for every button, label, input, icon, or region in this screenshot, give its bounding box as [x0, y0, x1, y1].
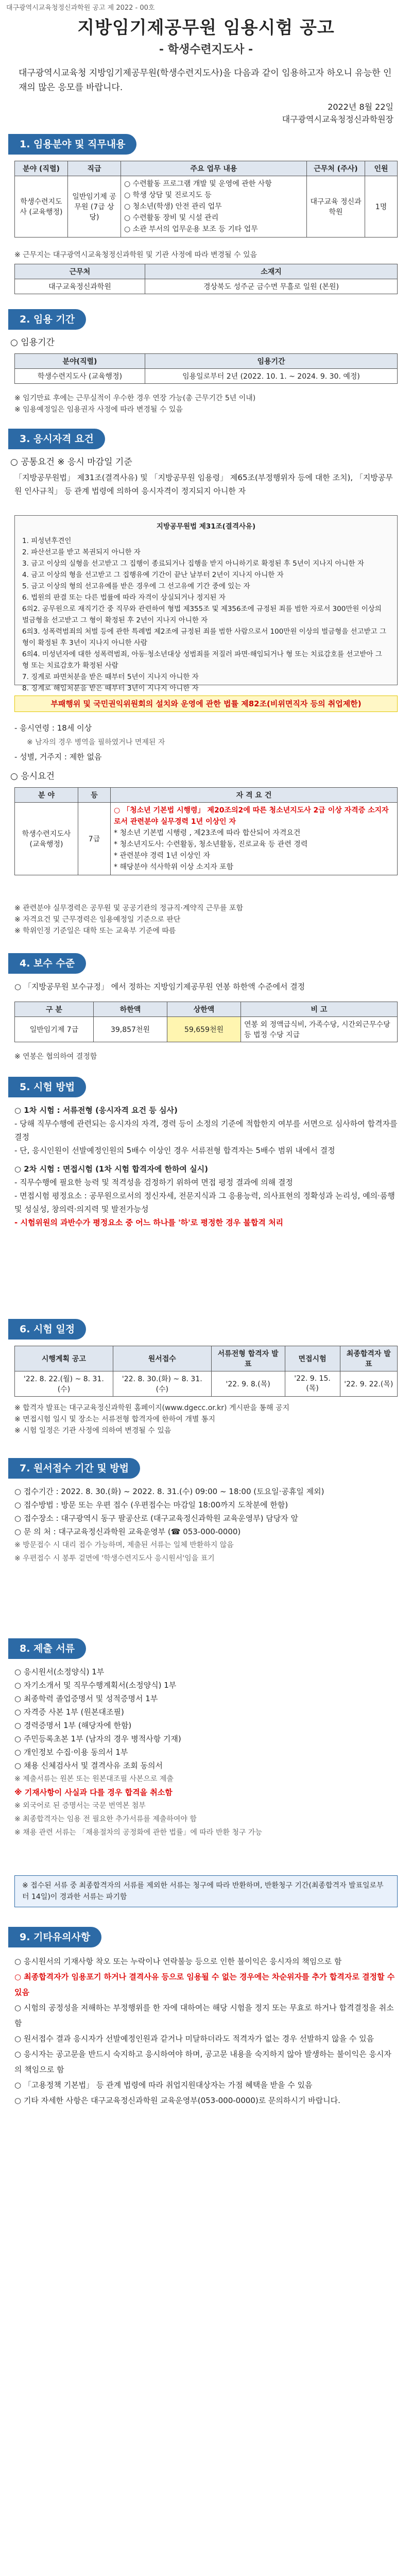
document-line: ※ 최종합격자는 임용 전 필요한 추가서류를 제출하여야 함	[14, 1815, 197, 1823]
th-max: 상한액	[167, 1002, 241, 1017]
cell-interview: '22. 9. 15.(목)	[285, 1371, 340, 1397]
qualification-line: * 청소년지도사: 수련활동, 청소년활동, 진로교육 등 관련 경력	[114, 840, 308, 849]
note-line: ※ 자격요건 및 근무경력은 임용예정일 기준으로 판단	[14, 916, 181, 924]
th-grade: 등	[78, 788, 111, 803]
document-line: ○ 주민등록초본 1부 (남자의 경우 병적사항 기재)	[14, 1734, 181, 1743]
cell-min: 39,857천원	[94, 1017, 167, 1042]
section-4-heading: 4. 보수 수준	[8, 953, 86, 974]
note-line: ※ 임용예정일은 임용권자 사정에 따라 변경될 수 있음	[14, 405, 183, 414]
section-7-heading: 7. 원서접수 기간 및 방법	[8, 1458, 140, 1479]
section-8-heading: 8. 제출 서류	[8, 1638, 86, 1659]
disqualification-box	[14, 515, 398, 692]
document-line: ※ 제출서류는 원본 또는 원본대조필 사본으로 제출	[14, 1775, 174, 1783]
section-2-heading: 2. 임용 기간	[8, 309, 86, 330]
document-line: ○ 경력증명서 1부 (해당자에 한함)	[14, 1721, 132, 1730]
section-6-notes	[14, 1402, 398, 1436]
section-2-sub: ○ 임용기간	[10, 337, 55, 348]
th-interview: 면접시험	[285, 1346, 340, 1371]
table-salary	[14, 1002, 398, 1042]
cell-qualification	[111, 803, 398, 875]
th-min: 하한액	[94, 1002, 167, 1017]
document-line: ○ 자격증 사본 1부 (원본대조필)	[14, 1707, 124, 1717]
misc-line: ○ 최종합격자가 임용포기 하거나 결격사유 등으로 임용될 수 없는 경우에는 차순위자를 추가 합격자로 결정할 수 있음	[14, 1972, 395, 1997]
table-period	[14, 353, 398, 384]
page-subtitle: - 학생수련지도사 -	[159, 43, 253, 56]
cell-grade: 일반임기제 공무원 (7급 상당)	[68, 176, 121, 238]
misc-line: ○ 기타 자세한 사항은 대구교육정신과학원 교육운영부(053-000-0000)로 문의하시기 바랍니다.	[14, 2096, 340, 2105]
th-qualification: 자 격 요 건	[111, 788, 398, 803]
duty-item: ○ 수련활동 프로그램 개발 및 운영에 관한 사항	[124, 180, 272, 188]
return-notice-box: ※ 접수된 서류 중 최종합격자의 서류를 제외한 서류는 청구에 따라 반환하며, 반환청구 기간(최종합격자 발표일로부터 14일)이 경과한 서류는 파기함	[14, 1875, 398, 1907]
note-line: ※ 시험 일정은 기관 사정에 의하여 변경될 수 있음	[14, 1427, 171, 1435]
apply-line: ○ 접수기간 : 2022. 8. 30.(화) ~ 2022. 8. 31.(수) 09:00 ~ 18:00 (토요일·공휴일 제외)	[14, 1487, 324, 1496]
cell-field: 학생수련지도사 (교육행정)	[15, 369, 145, 384]
qualification-line: * 해당분야 석사학위 이상 소지자 포함	[114, 863, 234, 871]
cell-doc-result: '22. 9. 8.(목)	[211, 1371, 285, 1397]
apply-line: ○ 접수방법 : 방문 또는 우편 접수 (우편접수는 마감일 18:00까지 도착분에 한함)	[14, 1500, 288, 1510]
th-count: 인원	[365, 161, 398, 176]
section-4-note: ※ 연봉은 협의하여 결정함	[14, 1053, 97, 1061]
box-title: 지방공무원법 제31조(결격사유)	[156, 522, 256, 531]
intro-text: 대구광역시교육청 지방임기제공무원(학생수련지도사)을 다음과 같이 임용하고자 하오니 유능한 인재의 많은 응모를 바랍니다.	[19, 68, 392, 93]
misc-line: ○ 원서접수 결과 응시자가 선발예정인원과 같거나 미달하더라도 적격자가 없는 경우 선발하지 않을 수 있음	[14, 2034, 374, 2043]
cell-remark: 연봉 외 정액급식비, 가족수당, 시간외근무수당 등 법정 수당 지급	[241, 1017, 398, 1042]
th-apply: 원서접수	[113, 1346, 211, 1371]
exam-line: - 시험위원의 과반수가 평정요소 중 어느 하나를 '하'로 평정한 경우 불합격 처리	[14, 1218, 284, 1227]
qualification-line: * 관련분야 경력 1년 이상인 자	[114, 852, 210, 860]
cell-max: 59,659천원	[167, 1017, 241, 1042]
cell-grade: 7급	[78, 803, 111, 875]
highlight-note: 부패행위 및 국민권익위원회의 설치와 운영에 관한 법률 제82조(비위면직자 등의 취업제한)	[14, 696, 398, 712]
th-remark: 비 고	[241, 1002, 398, 1017]
cell-count: 1명	[365, 176, 398, 238]
th-period: 임용기간	[145, 354, 398, 369]
note-line: ※ 학위인정 기준일은 대학 또는 교육부 기준에 따름	[14, 927, 176, 935]
apply-line: ○ 문 의 처 : 대구교육정신과학원 교육운영부 (☎ 053-000-0000)	[14, 1527, 241, 1536]
th-field: 분야(직렬)	[15, 354, 145, 369]
apply-line: ○ 접수장소 : 대구광역시 동구 팔공산로 (대구교육정신과학원 교육운영부) 담당자 앞	[14, 1514, 298, 1523]
th-field: 분 야	[15, 788, 78, 803]
exam-line: - 단, 응시인원이 선발예정인원의 5배수 이상인 경우 서류전형 합격자는 5배수 범위 내에서 결정	[14, 1146, 335, 1155]
duty-item: ○ 소관 부서의 업무운용 보조 등 기타 업무	[124, 225, 258, 233]
section-1-note: ※ 근무지는 대구광역시교육청정신과학원 및 기관 사정에 따라 변경될 수 있음	[14, 251, 258, 259]
exam-line: - 면접시험 평정요소 : 공무원으로서의 정신자세, 전문지식과 그 응용능력, 의사표현의 정확성과 논리성, 예의·품행 및 성실성, 창의력·의지력 및 발전가능성	[14, 1191, 395, 1214]
misc-line: ○ 「고용정책 기본법」 등 관계 법령에 따라 취업지원대상자는 가점 혜택을 받을 수 있음	[14, 2080, 313, 2090]
age-requirement: - 응시연령 : 18세 이상	[14, 723, 92, 733]
table-location	[14, 264, 398, 294]
document-line: ※ 채용 관련 서류는 「채용절차의 공정화에 관한 법률」에 따라 반환 청구 가능	[14, 1828, 262, 1837]
date-line: 2022년 8월 22일	[328, 102, 393, 112]
section-3-text: 「지방공무원법」 제31조(결격사유) 및 「지방공무원 임용령」 제65조(부정행위자 등에 대한 조치), 「지방공무원 인사규칙」 등 관계 법령에 의하여 응시자격이 정지되지 아니한 자	[14, 473, 393, 496]
duty-item: ○ 청소년(학생) 안전 관리 업무	[124, 202, 222, 211]
section-1-heading: 1. 임용분야 및 직무내용	[8, 134, 136, 155]
th-grade: 직급	[68, 161, 121, 176]
box-line: 7. 징계로 파면처분을 받은 때부터 5년이 지나지 아니한 자	[22, 673, 199, 681]
misc-line: ○ 시험의 공정성을 저해하는 부정행위를 한 자에 대하여는 해당 시험을 정지 또는 무효로 하거나 합격결정을 취소함	[14, 2003, 394, 2028]
apply-line: ※ 우편접수 시 봉투 겉면에 '학생수련지도사 응시원서'임을 표기	[14, 1554, 215, 1563]
cell-workplace: 대구교육정신과학원	[15, 279, 145, 294]
th-final: 최종합격자 발표	[340, 1346, 397, 1371]
requirements-sub: ○ 응시요건	[10, 771, 55, 782]
note-line: ※ 관련분야 실무경력은 공무원 및 공공기관의 정규직·계약직 근무를 포함	[14, 904, 243, 912]
cell-type: 일반임기제 7급	[15, 1017, 94, 1042]
box-line: 2. 파산선고를 받고 복권되지 아니한 자	[22, 548, 141, 556]
box-line: 1. 피성년후견인	[22, 537, 72, 545]
section-3-heading: 3. 응시자격 요건	[8, 429, 105, 449]
table-requirements	[14, 787, 398, 875]
section-5-body	[14, 1104, 398, 1229]
th-address: 소재지	[145, 264, 398, 279]
box-line: 6의2. 공무원으로 재직기간 중 직무와 관련하여 형법 제355조 및 제356조에 규정된 죄를 범한 자로서 300만원 이상의 벌금형을 선고받고 그 형이 확정된 후 2년이 지나지 아니한 자	[22, 605, 382, 624]
header	[0, 13, 412, 57]
note-line: ※ 임기만료 후에는 근무실적이 우수한 경우 연장 가능(총 근무기간 5년 이내)	[14, 394, 256, 402]
section-2-notes	[14, 393, 398, 415]
section-3-notes	[14, 903, 398, 937]
section-9-body	[14, 1954, 398, 2108]
th-place: 근무처 (주사)	[307, 161, 365, 176]
duty-item: ○ 학생 상담 및 진로지도 등	[124, 191, 212, 199]
box-line: 8. 징계로 해임처분을 받은 때부터 3년이 지나지 아니한 자	[22, 684, 199, 692]
cell-apply: '22. 8. 30.(화) ~ 8. 31.(수)	[113, 1371, 211, 1397]
box-line: 6. 법원의 판결 또는 다른 법률에 따라 자격이 상실되거나 정지된 자	[22, 594, 226, 602]
cell-address: 경상북도 성주군 금수면 무흘로 일원 (본원)	[145, 279, 398, 294]
page-title: 지방임기제공무원 임용시험 공고	[77, 18, 335, 38]
th-workplace: 근무처	[15, 264, 145, 279]
section-5-heading: 5. 시험 방법	[8, 1077, 86, 1097]
issuer: 대구광역시교육청정신과학원장	[282, 114, 393, 124]
date-block	[282, 101, 393, 126]
section-3-sub: ○ 공통요건 ※ 응시 마감일 기준	[10, 457, 132, 467]
top-label: 대구광역시교육청정신과학원 공고 제 2022 - 00호	[6, 4, 155, 12]
exam-line: - 당해 직무수행에 관련되는 응시자의 자격, 경력 등이 소정의 기준에 적합한지 여부를 서면으로 심사하여 합격자를 결정	[14, 1119, 398, 1142]
document-line: ○ 응시원서(소정양식) 1부	[14, 1667, 105, 1676]
section-8-body	[14, 1665, 398, 1839]
qualification-main: ○ 「청소년 기본법 시행령」 제20조의2에 따른 청소년지도사 2급 이상 자격증 소지자로서 관련분야 실무경력 1년 이상인 자	[114, 806, 389, 826]
cell-final: '22. 9. 22.(목)	[340, 1371, 397, 1397]
section-9-heading: 9. 기타유의사항	[8, 1927, 101, 1947]
cell-period: 임용일로부터 2년 (2022. 10. 1. ~ 2024. 9. 30. 예정)	[145, 369, 398, 384]
exam-line: ○ 1차 시험 : 서류전형 (응시자격 요건 등 심사)	[14, 1106, 178, 1115]
exam-line: - 직무수행에 필요한 능력 및 적격성을 검정하기 위하여 면접 평정 결과에 의해 결정	[14, 1178, 293, 1187]
document-line: ※ 외국어로 된 증명서는 국문 번역본 첨부	[14, 1802, 146, 1810]
document-line: ○ 최종학력 졸업증명서 및 성적증명서 1부	[14, 1694, 158, 1703]
document-line: ○ 자기소개서 및 직무수행계획서(소정양식) 1부	[14, 1681, 177, 1690]
cell-field: 학생수련지도사 (교육행정)	[15, 176, 68, 238]
table-duties	[14, 161, 398, 238]
cell-place: 대구교육 정신과학원	[307, 176, 365, 238]
cell-announce: '22. 8. 22.(월) ~ 8. 31.(수)	[15, 1371, 113, 1397]
cell-field: 학생수련지도사 (교육행정)	[15, 803, 78, 875]
box-line: 6의3. 성폭력범죄의 처벌 등에 관한 특례법 제2조에 규정된 죄를 범한 사람으로서 100만원 이상의 벌금형을 선고받고 그 형이 확정된 후 3년이 지나지 아니한 사람	[22, 628, 387, 647]
document-line: ※ 기재사항이 사실과 다를 경우 합격을 취소함	[14, 1788, 173, 1797]
table-schedule	[14, 1346, 398, 1397]
box-line: 5. 금고 이상의 형의 선고유예를 받은 경우에 그 선고유예 기간 중에 있는 자	[22, 582, 250, 590]
box-line: 6의4. 미성년자에 대한 성폭력범죄, 아동·청소년대상 성범죄를 저질러 파면·해임되거나 형 또는 치료감호를 선고받아 그 형 또는 치료감호가 확정된 사람	[22, 650, 382, 670]
th-duties: 주요 업무 내용	[121, 161, 307, 176]
qualification-line: * 청소년 기본법 시행령 , 제23조에 따라 합산되어 자격요건	[114, 829, 301, 837]
misc-line: ○ 응시원서의 기재사항 착오 또는 누락이나 연락불능 등으로 인한 불이익은 응시자의 책임으로 함	[14, 1957, 342, 1966]
note-line: ※ 면접시험 일시 및 장소는 서류전형 합격자에 한하여 개별 통지	[14, 1415, 215, 1423]
document-line: ○ 개인정보 수집·이용 동의서 1부	[14, 1748, 128, 1757]
duty-item: ○ 수련활동 장비 및 시설 관리	[124, 214, 219, 222]
box-line: 3. 금고 이상의 실형을 선고받고 그 집행이 종료되거나 집행을 받지 아니하기로 확정된 후 5년이 지나지 아니한 자	[22, 560, 364, 568]
th-doc-result: 서류전형 합격자 발표	[211, 1346, 285, 1371]
th-type: 구 분	[15, 1002, 94, 1017]
note-line: ※ 합격자 발표는 대구교육정신과학원 홈페이지(www.dgecc.or.kr) 게시판을 통해 공지	[14, 1404, 290, 1412]
box-line: 4. 금고 이상의 형을 선고받고 그 집행유예 기간이 끝난 날부터 2년이 지나지 아니한 자	[22, 571, 284, 579]
th-announce: 시행계획 공고	[15, 1346, 113, 1371]
section-6-heading: 6. 시험 일정	[8, 1319, 86, 1340]
apply-line: ※ 방문접수 시 대리 접수 가능하며, 제출된 서류는 일체 반환하지 않음	[14, 1541, 234, 1549]
th-field: 분야 (직렬)	[15, 161, 68, 176]
section-7-body	[14, 1485, 398, 1565]
exam-line: ○ 2차 시험 : 면접시험 (1차 시험 합격자에 한하여 실시)	[14, 1164, 208, 1174]
document-line: ○ 채용 신체검사서 및 결격사유 조회 동의서	[14, 1761, 163, 1770]
section-4-text: ○ 「지방공무원 보수규정」 에서 정하는 지방임기제공무원 연봉 하한액 수준에서 결정	[14, 982, 305, 991]
sex-residence: - 성별, 거주지 : 제한 없음	[14, 752, 102, 761]
age-sub-note: ※ 남자의 경우 병역을 필하였거나 면제된 자	[27, 738, 165, 747]
misc-line: ○ 응시자는 공고문을 반드시 숙지하고 응시하여야 하며, 공고문 내용을 숙지하지 않아 발생하는 불이익은 응시자의 책임으로 함	[14, 2049, 391, 2074]
cell-duties	[121, 176, 307, 238]
